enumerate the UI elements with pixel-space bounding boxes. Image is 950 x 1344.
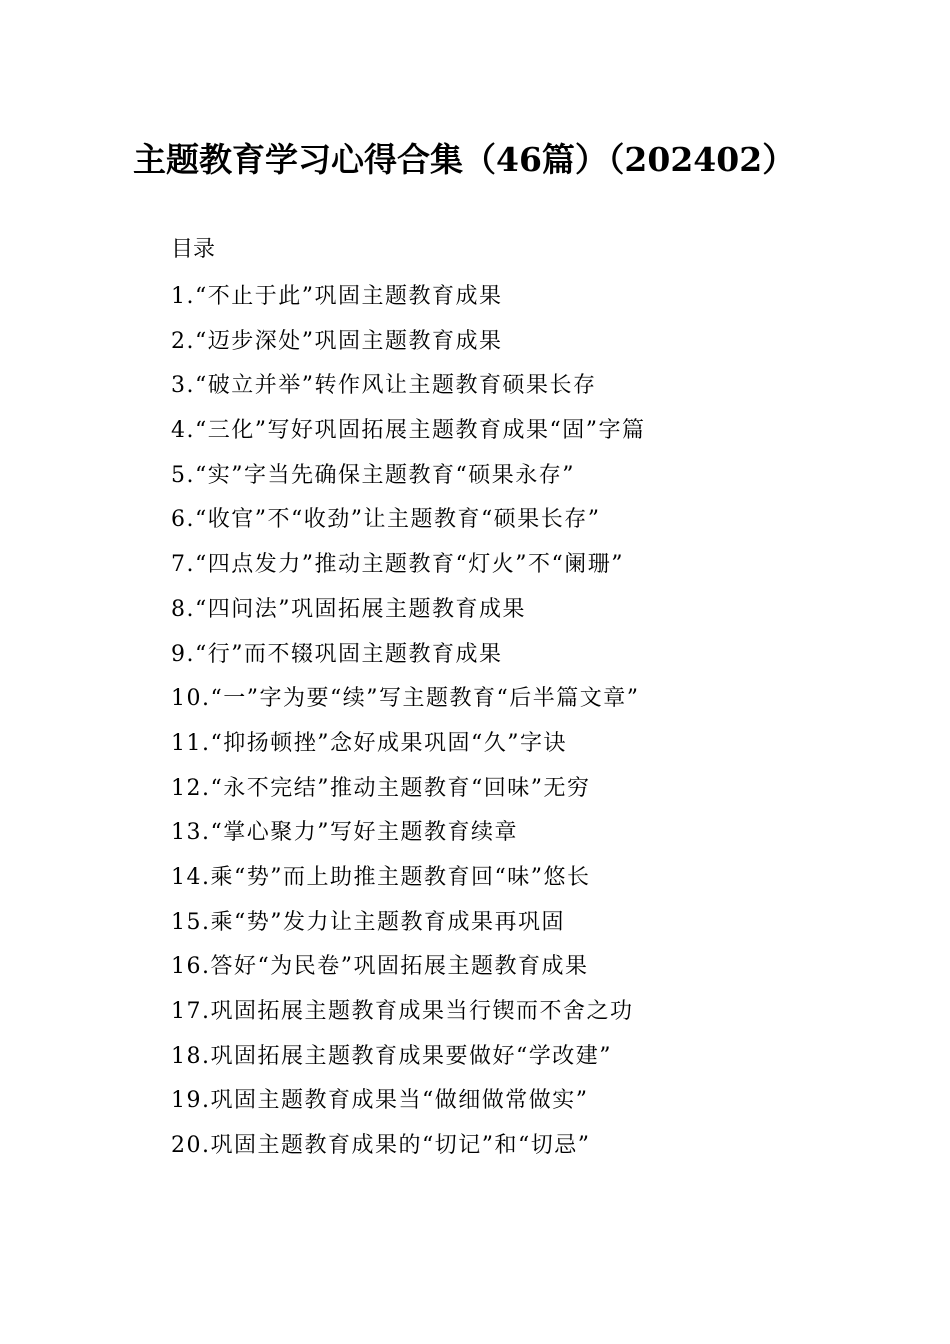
toc-item: 2.“迈步深处”巩固主题教育成果 (171, 328, 503, 354)
toc-item: 12.“永不完结”推动主题教育“回味”无穷 (171, 775, 591, 801)
toc-item: 6.“收官”不“收劲”让主题教育“硕果长存” (171, 507, 601, 533)
toc-item: 3.“破立并举”转作风让主题教育硕果长存 (171, 373, 597, 399)
toc-item: 8.“四问法”巩固拓展主题教育成果 (171, 596, 526, 622)
toc-item: 17.巩固拓展主题教育成果当行锲而不舍之功 (171, 999, 634, 1024)
toc-item: 15.乘“势”发力让主题教育成果再巩固 (171, 909, 565, 935)
toc-item: 19.巩固主题教育成果当“做细做常做实” (171, 1088, 589, 1114)
toc-item: 11.“抑扬顿挫”念好成果巩固“久”字诀 (171, 730, 567, 756)
toc-heading: 目录 (171, 237, 216, 262)
toc-item: 16.答好“为民卷”巩固拓展主题教育成果 (171, 954, 589, 980)
toc-item: 14.乘“势”而上助推主题教育回“味”悠长 (171, 864, 591, 890)
document-title: 主题教育学习心得合集（46篇）（202402） (133, 140, 796, 179)
toc-item: 13.“掌心聚力”写好主题教育续章 (171, 820, 518, 846)
toc-item: 5.“实”字当先确保主题教育“硕果永存” (171, 462, 575, 488)
table-of-contents (171, 281, 645, 1175)
toc-item: 9.“行”而不辍巩固主题教育成果 (171, 641, 503, 667)
toc-item: 1.“不止于此”巩固主题教育成果 (171, 284, 503, 309)
toc-item: 10.“一”字为要“续”写主题教育“后半篇文章” (171, 686, 640, 712)
toc-item: 7.“四点发力”推动主题教育“灯火”不“阑珊” (171, 552, 624, 578)
toc-item: 20.巩固主题教育成果的“切记”和“切忌” (171, 1133, 591, 1159)
toc-item: 18.巩固拓展主题教育成果要做好“学改建” (171, 1043, 612, 1069)
toc-item: 4.“三化”写好巩固拓展主题教育成果“固”字篇 (171, 418, 646, 444)
